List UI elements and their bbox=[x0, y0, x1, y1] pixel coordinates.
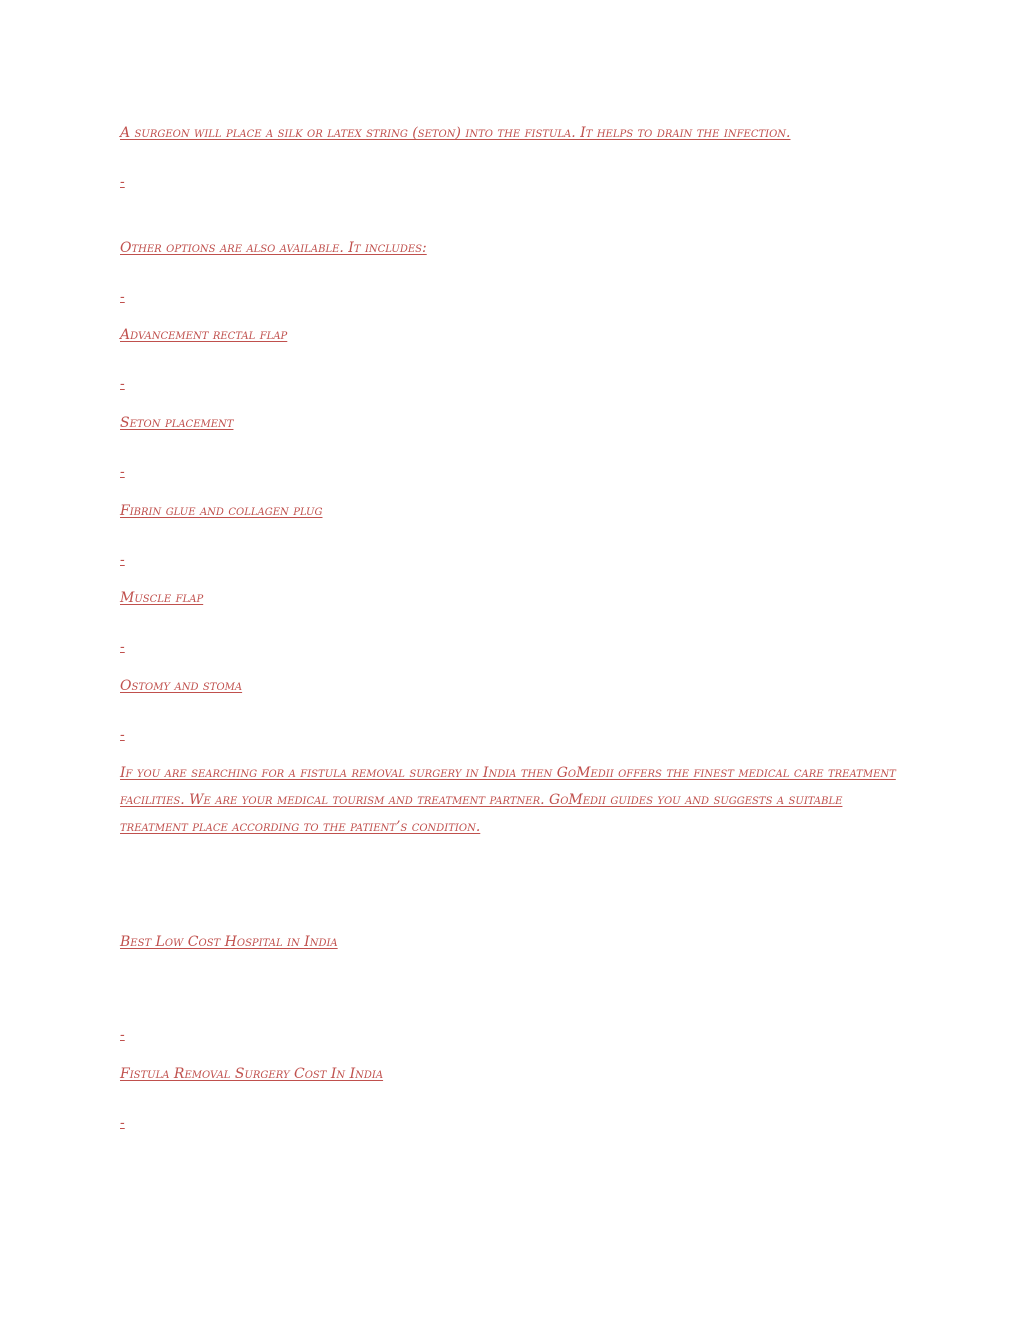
separator-dash: - bbox=[120, 174, 125, 190]
separator-dash: - bbox=[120, 552, 125, 568]
paragraph-seton[interactable]: A surgeon will place a silk or latex string (seton) into the fistula. It helps to drain the infection. bbox=[120, 125, 791, 141]
separator-dash: - bbox=[120, 1115, 125, 1131]
list-item-advancement-rectal-flap[interactable]: Advancement rectal flap bbox=[120, 327, 288, 343]
separator-dash: - bbox=[120, 464, 125, 480]
separator-dash: - bbox=[120, 289, 125, 305]
paragraph-options[interactable]: Other options are also available. It includes: bbox=[120, 240, 427, 256]
link-best-low-cost-hospital[interactable]: Best Low Cost Hospital in India bbox=[120, 934, 338, 950]
list-item-muscle-flap[interactable]: Muscle flap bbox=[120, 590, 204, 606]
separator-dash: - bbox=[120, 376, 125, 392]
separator-dash: - bbox=[120, 727, 125, 743]
link-fistula-removal-cost[interactable]: Fistula Removal Surgery Cost In India bbox=[120, 1066, 384, 1082]
list-item-fibrin-glue[interactable]: Fibrin glue and collagen plug bbox=[120, 503, 323, 519]
separator-dash: - bbox=[120, 1027, 125, 1043]
separator-dash: - bbox=[120, 639, 125, 655]
list-item-ostomy-and-stoma[interactable]: Ostomy and stoma bbox=[120, 678, 243, 694]
paragraph-gomedii[interactable]: If you are searching for a fistula removal surgery in India then GoMedii offers the finest medical care treatment facilities. We are your medical tourism and treatment partner. GoMedii guides you and suggests a suitable treatment place according to the patient’s condition. bbox=[120, 765, 896, 835]
list-item-seton-placement[interactable]: Seton placement bbox=[120, 415, 234, 431]
